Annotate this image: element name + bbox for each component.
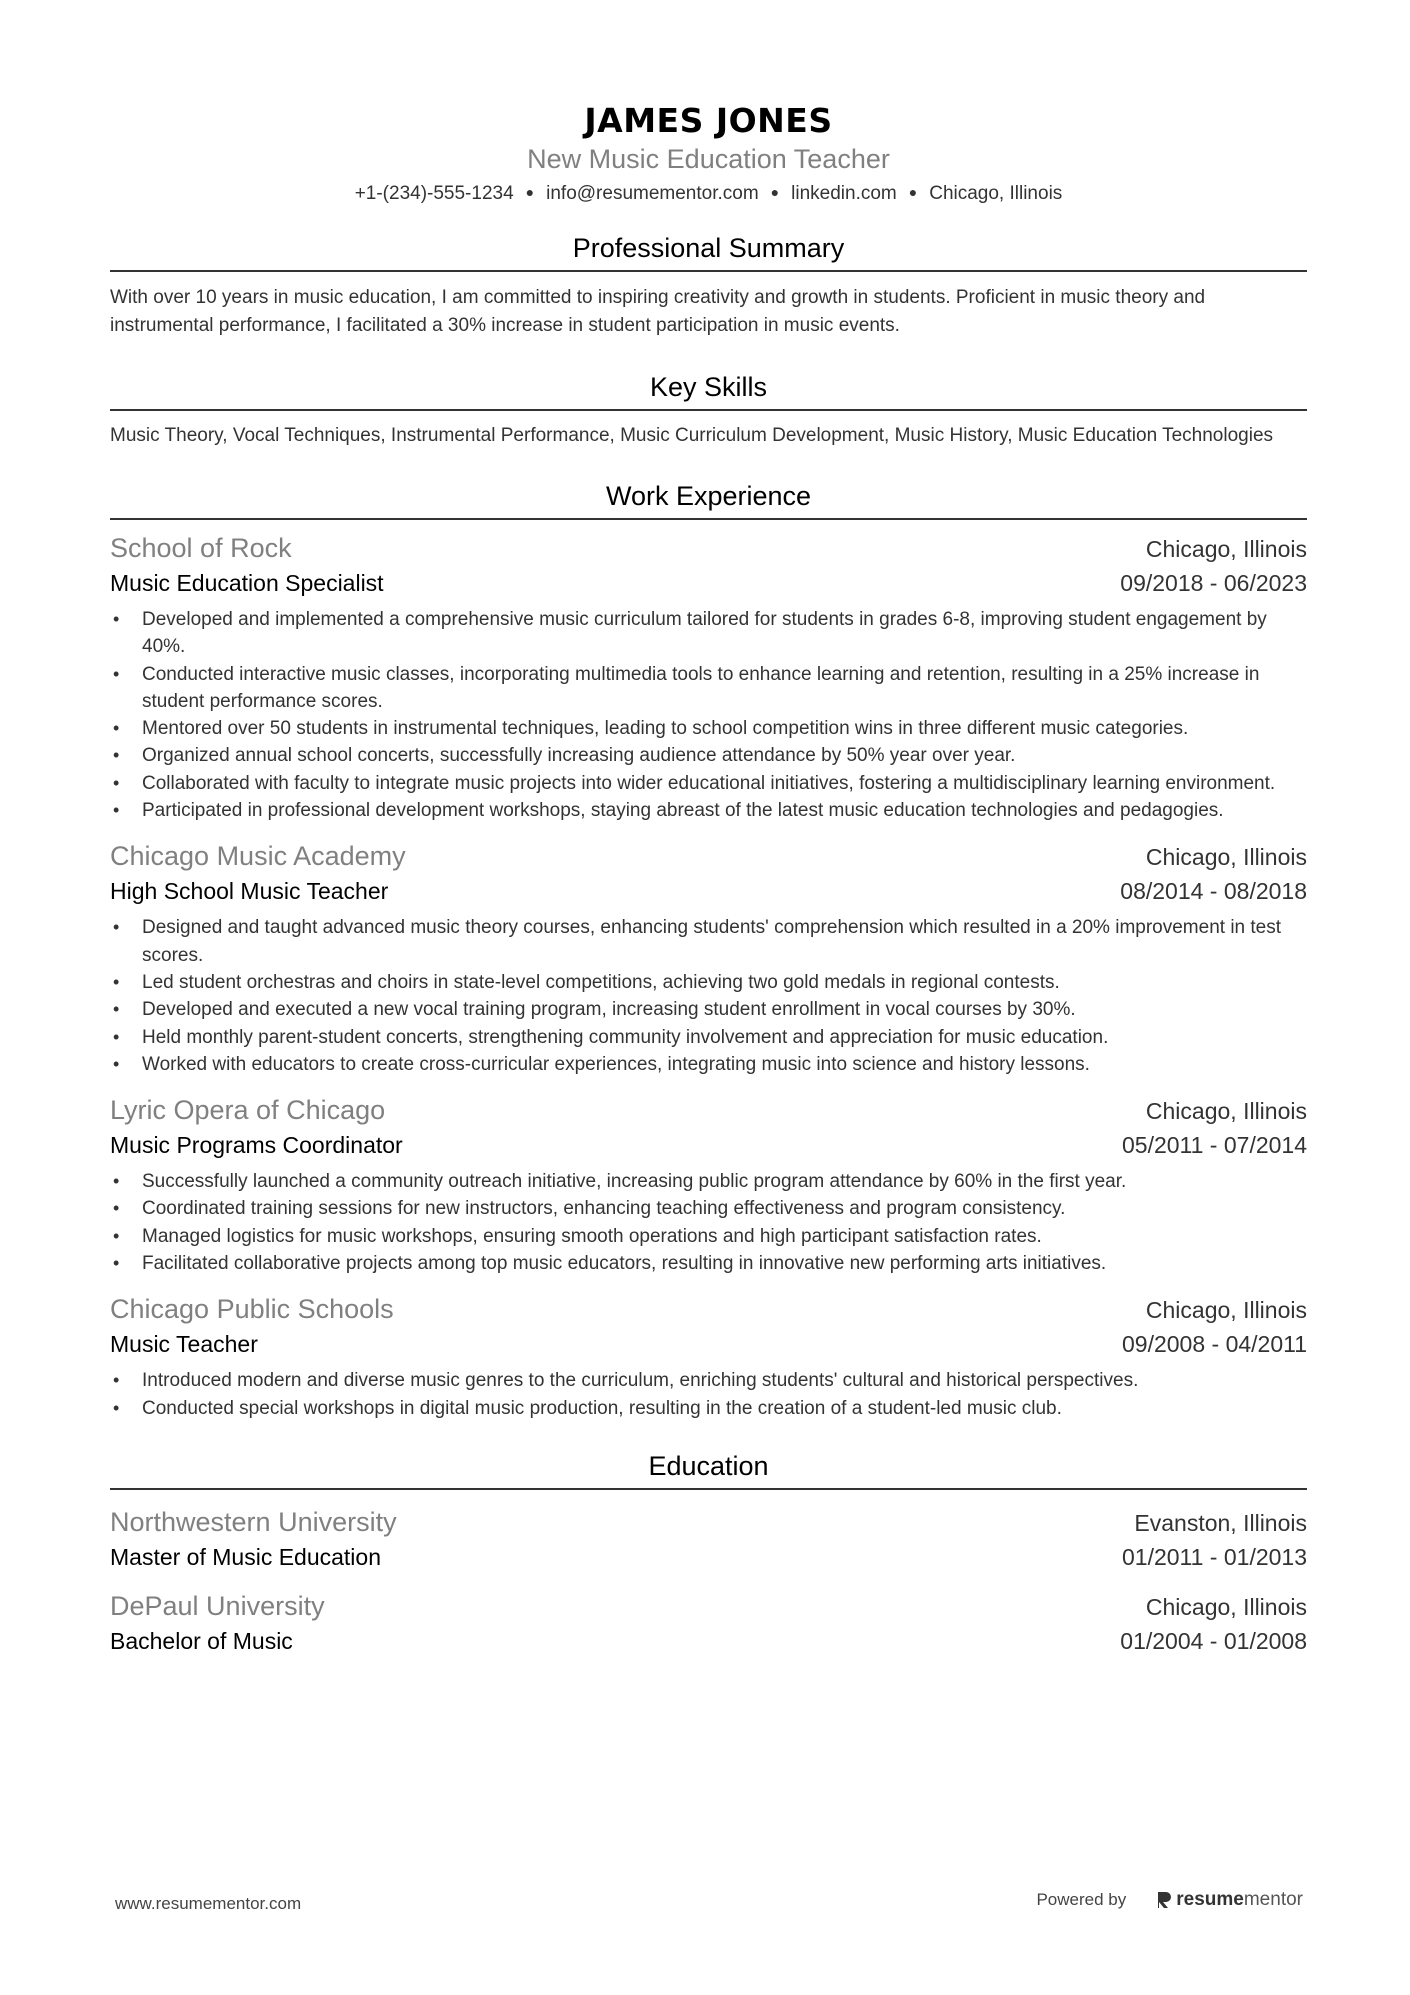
job-bullet: • Worked with educators to create cross-curricular experiences, integrating music into science and history lessons. — [110, 1051, 1307, 1078]
job-header-row — [110, 1291, 1307, 1327]
job-dates: 08/2014 - 08/2018 — [1120, 878, 1307, 905]
job-bullet: • Mentored over 50 students in instrumental techniques, leading to school competition wins in three different music categories. — [110, 715, 1307, 742]
resumementor-logo-icon — [1156, 1890, 1172, 1910]
job-bullet: • Facilitated collaborative projects among top music educators, resulting in innovative new performing arts initiatives. — [110, 1250, 1307, 1277]
summary-text: With over 10 years in music education, I am committed to inspiring creativity and growth in students. Proficient in music theory and instrumental performance, I facilitated a 30% increase in student participation in music events. — [110, 287, 1206, 336]
edu-header-row — [110, 1504, 1307, 1540]
edu-school: Northwestern University — [110, 1506, 397, 1537]
job-entry — [110, 838, 1307, 1078]
job-title-row — [110, 1327, 1307, 1361]
skills-heading: Key Skills — [110, 369, 1307, 411]
experience-heading: Work Experience — [110, 478, 1307, 520]
job-entry — [110, 1092, 1307, 1277]
contact-location: Chicago, Illinois — [929, 183, 1063, 204]
edu-location: Chicago, Illinois — [1145, 1593, 1307, 1620]
job-location: Chicago, Illinois — [1145, 1297, 1307, 1324]
education-entry — [110, 1504, 1307, 1574]
summary-heading: Professional Summary — [110, 230, 1307, 272]
edu-degree: Master of Music Education — [110, 1543, 382, 1570]
job-title: Music Education Specialist — [110, 570, 384, 596]
contact-linkedin[interactable]: linkedin.com — [791, 183, 897, 204]
job-bullet: • Collaborated with faculty to integrate music projects into wider educational initiatives, fostering a multidisciplinary learning environment. — [110, 770, 1307, 797]
job-bullets — [110, 1367, 1307, 1422]
job-dates: 05/2011 - 07/2014 — [1121, 1132, 1307, 1159]
job-entry — [110, 530, 1307, 824]
contact-line — [110, 178, 1307, 208]
resume-page — [110, 100, 1307, 1658]
job-organization: Chicago Public Schools — [110, 1294, 394, 1325]
contact-phone: +1-(234)-555-1234 — [354, 183, 514, 204]
job-bullet: • Developed and executed a new vocal training program, increasing student enrollment in vocal courses by 30%. — [110, 996, 1307, 1023]
candidate-role: New Music Education Teacher — [527, 144, 890, 174]
job-location: Chicago, Illinois — [1145, 536, 1307, 562]
job-title-row — [110, 566, 1307, 600]
job-bullet: • Conducted special workshops in digital music production, resulting in the creation of a student-led music club. — [110, 1395, 1307, 1422]
separator-dot: ● — [908, 184, 918, 200]
job-location: Chicago, Illinois — [1145, 844, 1307, 871]
separator-dot: ● — [770, 184, 780, 200]
edu-header-row — [110, 1588, 1307, 1624]
job-bullet: • Managed logistics for music workshops, ensuring smooth operations and high participant satisfaction rates. — [110, 1223, 1307, 1250]
job-header-row — [110, 530, 1307, 566]
job-dates: 09/2018 - 06/2023 — [1120, 570, 1307, 596]
footer-website[interactable]: www.resumementor.com — [115, 1894, 302, 1913]
separator-dot: ● — [525, 184, 535, 200]
job-bullet: • Led student orchestras and choirs in state-level competitions, achieving two gold medals in regional contests. — [110, 969, 1307, 996]
job-location: Chicago, Illinois — [1145, 1098, 1307, 1125]
edu-degree: Bachelor of Music — [110, 1627, 293, 1654]
job-title: Music Programs Coordinator — [110, 1132, 403, 1159]
education-heading: Education — [110, 1448, 1307, 1490]
job-bullet: • Coordinated training sessions for new instructors, enhancing teaching effectiveness and program consistency. — [110, 1195, 1307, 1222]
edu-dates: 01/2004 - 01/2008 — [1120, 1627, 1307, 1654]
brand-name-light: mentor — [1243, 1889, 1303, 1910]
job-title: High School Music Teacher — [110, 878, 389, 905]
brand-logo[interactable] — [1156, 1889, 1303, 1911]
job-bullet: • Designed and taught advanced music theory courses, enhancing students' comprehension which resulted in a 20% improvement in test scores. — [110, 914, 1307, 969]
job-entry — [110, 1291, 1307, 1422]
job-bullet: • Participated in professional development workshops, staying abreast of the latest music education technologies and pedagogies. — [110, 797, 1307, 824]
education-entry — [110, 1588, 1307, 1658]
job-bullet: • Organized annual school concerts, successfully increasing audience attendance by 50% year over year. — [110, 742, 1307, 769]
job-organization: School of Rock — [110, 533, 292, 563]
edu-location: Evanston, Illinois — [1134, 1509, 1307, 1536]
edu-dates: 01/2011 - 01/2013 — [1121, 1543, 1307, 1570]
education-list — [110, 1504, 1307, 1658]
job-bullets — [110, 914, 1307, 1078]
job-bullet: • Conducted interactive music classes, incorporating multimedia tools to enhance learning and retention, resulting in a 25% increase in student performance scores. — [110, 661, 1307, 716]
job-title: Music Teacher — [110, 1331, 258, 1358]
contact-email[interactable]: info@resumementor.com — [546, 183, 759, 204]
job-organization: Chicago Music Academy — [110, 841, 406, 872]
job-bullet: • Successfully launched a community outreach initiative, increasing public program attendance by 60% in the first year. — [110, 1168, 1307, 1195]
experience-list — [110, 530, 1307, 1422]
edu-school: DePaul University — [110, 1590, 325, 1621]
job-bullets — [110, 606, 1307, 824]
skills-text: Music Theory, Vocal Techniques, Instrumental Performance, Music Curriculum Development, Music History, Music Education Technologies — [110, 425, 1274, 446]
job-header-row — [110, 1092, 1307, 1128]
job-header-row — [110, 838, 1307, 874]
job-title-row — [110, 874, 1307, 908]
job-title-row — [110, 1128, 1307, 1162]
job-bullet: • Introduced modern and diverse music genres to the curriculum, enriching students' cultural and historical perspectives. — [110, 1367, 1307, 1394]
job-dates: 09/2008 - 04/2011 — [1121, 1331, 1307, 1358]
job-organization: Lyric Opera of Chicago — [110, 1095, 386, 1126]
edu-degree-row — [110, 1624, 1307, 1658]
edu-degree-row — [110, 1540, 1307, 1574]
brand-name-bold: resume — [1176, 1889, 1244, 1910]
candidate-name: JAMES JONES — [584, 101, 833, 140]
powered-by-label: Powered by — [1036, 1890, 1127, 1909]
footer-branding — [1036, 1889, 1303, 1911]
job-bullets — [110, 1168, 1307, 1277]
job-bullet: • Developed and implemented a comprehensive music curriculum tailored for students in grades 6-8, improving student engagement by 40%. — [110, 606, 1307, 661]
job-bullet: • Held monthly parent-student concerts, strengthening community involvement and appreciation for music education. — [110, 1024, 1307, 1051]
